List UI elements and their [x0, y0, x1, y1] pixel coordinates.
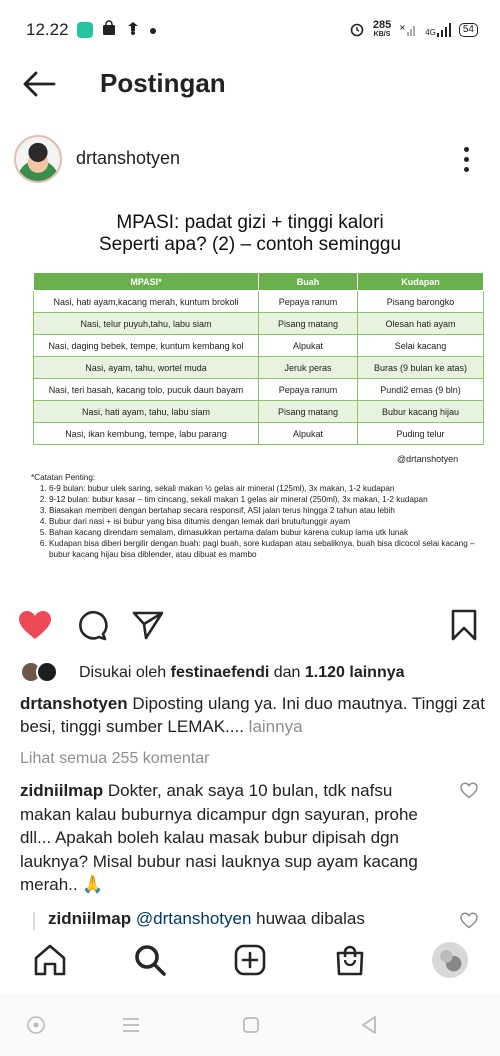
post-caption — [20, 692, 485, 738]
system-navigation-bar — [0, 994, 500, 1056]
view-all-comments-link[interactable]: Lihat semua 255 komentar — [20, 750, 210, 767]
nav-create-button[interactable] — [232, 942, 268, 978]
note-item: 2. 9-12 bulan: bubur kasar – tim cincang, sekali makan 1 gelas air mineral (250ml), 3x makan, 1-2 kudapan — [49, 494, 496, 505]
nav-profile-avatar[interactable] — [432, 942, 468, 978]
table-row: Nasi, hati ayam, tahu, labu siam Pisang matang Bubur kacang hijau — [34, 401, 484, 423]
table-row: Nasi, telur puyuh,tahu, labu siam Pisang matang Olesan hati ayam — [34, 313, 484, 335]
post-image[interactable] — [0, 196, 500, 588]
reply-thread-line — [33, 912, 35, 930]
alarm-icon — [349, 21, 365, 40]
shopping-bag-icon — [101, 20, 117, 41]
chat-app-icon — [77, 22, 93, 38]
note-item: 4. Bubur dari nasi + isi bubur yang bisa ditumis dengan lemak dari brutu/tunggir ayam — [49, 516, 496, 527]
nav-shop-button[interactable] — [332, 942, 368, 978]
post-actions — [0, 608, 500, 644]
save-button[interactable] — [447, 608, 481, 642]
post-username[interactable]: drtanshotyen — [76, 148, 181, 168]
sync-icon — [125, 20, 141, 41]
reply-mention[interactable]: @drtanshotyen — [135, 909, 252, 928]
system-back-button[interactable] — [358, 1014, 380, 1036]
arrow-left-icon — [22, 71, 56, 97]
table-row: Nasi, teri basah, kacang tolo, pucuk daun bayam Pepaya ranum Pundi2 emas (9 bln) — [34, 379, 484, 401]
like-button[interactable] — [18, 608, 52, 642]
search-icon — [134, 944, 166, 976]
paper-plane-icon — [132, 610, 164, 640]
dot-icon — [464, 147, 469, 152]
dot-icon — [464, 167, 469, 172]
app-header — [0, 60, 500, 108]
more-options-button[interactable] — [456, 144, 476, 174]
svg-text:×: × — [399, 22, 406, 32]
reply-comment — [48, 909, 448, 931]
status-time: 12.22 — [26, 20, 69, 39]
notification-dot-icon — [149, 20, 157, 40]
share-button[interactable] — [131, 608, 165, 642]
table-header: Kudapan — [358, 273, 484, 291]
signal-4g-icon: 4G — [425, 23, 451, 37]
triangle-back-icon — [360, 1015, 378, 1035]
heart-filled-icon — [18, 610, 52, 640]
heart-outline-icon — [460, 782, 478, 799]
reply-text: huwaa dibalas — [256, 909, 365, 928]
dot-icon — [464, 157, 469, 162]
likes-text: Disukai oleh festinaefendi dan 1.120 lainnya — [79, 664, 405, 681]
nav-home-button[interactable] — [32, 942, 68, 978]
liker-username[interactable]: festinaefendi — [170, 664, 270, 681]
page-title: Postingan — [100, 68, 226, 98]
reply-username[interactable]: zidniilmap — [48, 909, 132, 928]
comment-username[interactable]: zidniilmap — [20, 781, 104, 800]
caption-text: Diposting ulang ya. Ini duo mautnya. Tinggi zat besi, tinggi sumber LEMAK.... — [20, 694, 485, 736]
table-header: MPASI* — [34, 273, 259, 291]
likes-summary[interactable] — [0, 660, 500, 686]
avatar — [36, 661, 58, 683]
notes-title: *Catatan Penting: — [31, 473, 96, 482]
table-header: Buah — [259, 273, 358, 291]
note-item: 3. Biasakan memberi dengan bertahap secara responsif, ASI jalan terus hingga 2 tahun atau lebih — [49, 505, 496, 516]
table-row: Nasi, ikan kembung, tempe, labu parang Alpukat Puding telur — [34, 423, 484, 445]
image-credit: @drtanshotyen — [397, 454, 459, 464]
comment-button[interactable] — [75, 608, 109, 642]
image-title: MPASI: padat gizi + tinggi kalori Seperti apa? (2) – contoh seminggu — [98, 212, 402, 255]
battery-indicator: 54 — [459, 23, 478, 37]
likes-count[interactable]: 1.120 lainnya — [304, 664, 405, 681]
avatar[interactable] — [14, 135, 62, 183]
post-header — [0, 130, 500, 188]
image-notes — [31, 472, 496, 560]
home-icon — [33, 944, 67, 976]
note-item: 6. Kudapan bisa diberi bergilir dengan buah: pagi buah, sore kudapan atau sebaliknya, buah bisa dicocol selai kacang – bubur kacang hijau bisa diblender, atau dibuat es mambo — [49, 538, 496, 560]
note-item: 5. Bahan kacang direndam semalam, dimasukkan pertama dalam bubur karena cukup lama utk lunak — [49, 527, 496, 538]
network-speed: 285 KB/S — [372, 19, 392, 38]
system-assistant-button[interactable] — [25, 1014, 47, 1036]
table-row: Nasi, daging bebek, tempe, kuntum kembang kol Alpukat Selai kacang — [34, 335, 484, 357]
back-button[interactable] — [22, 68, 56, 100]
heart-outline-icon — [460, 912, 478, 929]
system-recents-button[interactable] — [120, 1014, 142, 1036]
table-row: Nasi, ayam, tahu, wortel muda Jeruk peras Buras (9 bulan ke atas) — [34, 357, 484, 379]
signal-off-icon — [399, 22, 417, 39]
comment-text: Dokter, anak saya 10 bulan, tdk nafsu makan kalau buburnya dicampur dgn sayuran, prohe dll... Apakah boleh kalau masak bubur dipisah dgn lauknya? Misal bubur nasi lauknya sup ayam kacang merah.. 🙏 — [20, 781, 418, 894]
plus-square-icon — [234, 944, 266, 976]
mpasi-table — [33, 272, 484, 445]
bookmark-icon — [450, 609, 478, 641]
status-bar — [0, 0, 500, 60]
circle-dot-icon — [26, 1015, 46, 1035]
note-item: 1. 6-9 bulan: bubur ulek saring, sekali makan ½ gelas air mineral (125ml), 3x makan, 1-2 kudapan — [49, 483, 496, 494]
shopping-bag-icon — [335, 944, 365, 976]
nav-search-button[interactable] — [132, 942, 168, 978]
menu-lines-icon — [121, 1016, 141, 1034]
liker-avatars — [20, 661, 68, 685]
comment — [20, 779, 430, 897]
bottom-navigation — [0, 930, 500, 994]
comment-bubble-icon — [76, 609, 108, 641]
reply-like-button[interactable] — [460, 912, 478, 930]
table-row: Nasi, hati ayam,kacang merah, kuntum brokoli Pepaya ranum Pisang barongko — [34, 291, 484, 313]
caption-username[interactable]: drtanshotyen — [20, 694, 128, 713]
comment-like-button[interactable] — [460, 782, 478, 800]
square-icon — [242, 1016, 260, 1034]
system-home-button[interactable] — [240, 1014, 262, 1036]
caption-more-link[interactable]: lainnya — [248, 717, 303, 736]
